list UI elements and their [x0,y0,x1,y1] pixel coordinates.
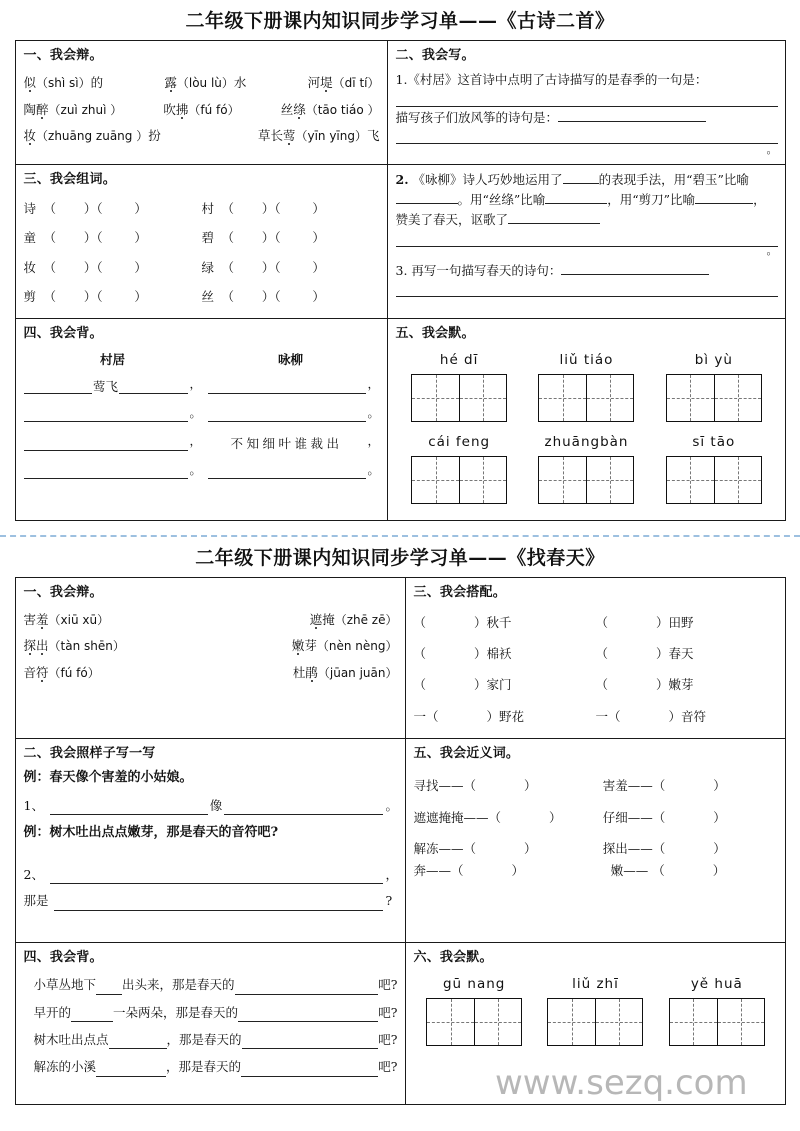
cell-ws2-section3-dapei [405,577,785,739]
zuci-char: 碧 [201,230,215,246]
answer-blank[interactable] [563,170,599,184]
answer-blank[interactable] [558,108,706,122]
bian-item: 音符（fú fó） [23,664,100,680]
jinyici-row [414,860,778,886]
poem-given-line: 不知细叶谁裁出 [230,436,343,452]
bian-item: 嫩芽（nèn nèng） [291,638,398,654]
recite-blank[interactable] [96,979,122,995]
section2-heading: 二、我会写。 [395,48,475,63]
recite-blank[interactable] [241,1061,378,1077]
answer-blank[interactable] [54,895,383,911]
question-3: 3. 再写一句描写春天的诗句： [396,261,778,280]
bian-item: 遮掩（zhē zē） [309,611,398,627]
tianzige-box[interactable] [411,374,507,422]
bian-item: 露（lòu lù）水 [164,75,247,91]
tianzige-group [411,432,507,504]
section4-heading: 四、我会背。 [23,950,103,966]
section5-heading: 五、我会默。 [395,325,475,341]
dapei-cell[interactable]: （ ）嫩芽 [595,677,694,693]
bian-item: 害羞（xiū xū） [23,611,110,627]
answer-blank[interactable] [695,190,753,204]
pinyin-label: gū nang [442,976,506,993]
section3-heading: 三、我会组词。 [23,171,116,187]
tianzige-box[interactable] [538,456,634,504]
dapei-row [414,669,778,700]
tianzige-group [669,974,765,1046]
bian-item: 探出（tàn shēn） [23,638,125,654]
jinyici-cell[interactable]: 解冻——（ ） [413,841,537,857]
jinyici-cell[interactable]: 嫩—— （ ） [610,863,726,879]
dapei-cell[interactable]: （ ）田野 [595,614,694,630]
cell-ws2-section5-jinyici [405,739,785,943]
poem-blank[interactable] [119,378,188,394]
cell-section2-continued [387,164,785,318]
poem-blank[interactable] [24,435,188,451]
tianzige-group [666,350,762,422]
question-1-sub: 描写孩子们放风筝的诗句是： [396,108,778,127]
zuci-blank[interactable]: （ ）（ ） [43,230,147,246]
answer-blank[interactable] [561,261,709,275]
cell-section5-mo [387,318,785,520]
poem-line-right: ， [202,375,380,404]
zuci-char: 丝 [201,289,215,305]
zuci-blank[interactable]: （ ）（ ） [43,201,147,217]
answer-blank[interactable] [396,190,458,204]
poem-line-left: 。 [24,461,202,482]
zuci-blank[interactable]: （ ）（ ） [221,201,325,217]
tianzige-group [666,432,762,504]
poem-line-row [24,404,380,433]
zuci-blank[interactable]: （ ）（ ） [221,230,325,246]
example-sentence-2: 例：树木吐出点点嫩芽，那是春天的音符吧? [23,824,279,840]
zuci-grid [24,194,380,312]
section1-heading: 一、我会辩。 [23,48,103,63]
jinyici-cell[interactable]: 寻找——（ ） [413,778,537,794]
tianzige-group [538,432,634,504]
dapei-cell[interactable]: 一（ ）野花 [413,708,525,724]
section2-heading: 二、我会照样子写一写 [23,746,156,762]
answer-row-2: 2、 ， [24,865,398,884]
jinyici-cell[interactable]: 仔细——（ ） [602,809,726,825]
poem-grid [24,348,380,482]
poem-line-row [24,375,380,404]
tianzige-group [538,350,634,422]
section5-heading: 五、我会近义词。 [413,746,520,762]
jinyici-row [414,833,778,860]
period-mark: 。 [766,243,778,257]
tianzige-box[interactable] [411,456,507,504]
poem-title-row [24,348,380,375]
dapei-row [414,607,778,638]
recite-blank[interactable] [238,1006,378,1022]
poem-line-left: ， [24,432,202,461]
poem-line-right: 。 [202,404,380,433]
zuci-row [24,282,380,311]
question-1: 1.《村居》这首诗中点明了古诗描写的是春季的一句是： [395,72,708,88]
zuci-char: 诗 [23,201,37,217]
poem-blank[interactable] [24,406,188,422]
poem-blank[interactable] [208,378,366,394]
zuci-char: 剪 [23,289,37,305]
bian-item: 似（shì sì）的 [23,75,104,91]
answer-row-3: 那是 ? [24,891,398,910]
watermark-sezq: www.sezq.com [495,1063,748,1103]
answer-blank[interactable] [508,210,600,224]
poem-blank[interactable] [24,463,188,479]
cell-ws2-section6-mo [405,943,785,1105]
cell-section4-bei [15,318,387,520]
recite-blank[interactable] [71,1006,113,1022]
bian-item: 丝绦（tāo tiáo ） [280,101,380,117]
bian-row [24,73,380,93]
recite-blank[interactable] [96,1061,166,1077]
cell-section1-bian [15,41,387,165]
table-row [15,318,785,520]
jinyici-cell[interactable]: 遮遮掩掩——（ ） [413,809,562,825]
jinyici-grid [414,770,778,887]
jinyici-cell[interactable]: 害羞——（ ） [602,778,726,794]
recite-line: 早开的 一朵两朵，那是春天的 吧? [24,1003,398,1022]
bian-row [24,100,380,120]
answer-row-1: 1、 像 。 [24,796,398,815]
pinyin-label: liǔ zhī [572,976,619,993]
poem-line-right: 。 [202,461,380,482]
poem-line-left: 莺飞 ， [24,375,202,404]
pinyin-label: yě huā [690,976,743,993]
dapei-cell[interactable]: 一（ ）音符 [595,708,707,724]
recite-line: 解冻的小溪 ，那是春天的 吧? [24,1057,398,1076]
zuci-blank[interactable]: （ ）（ ） [43,259,147,275]
bian-row [24,663,398,683]
table-row [15,577,785,739]
answer-blank[interactable] [545,190,607,204]
tianzige-box[interactable] [669,998,765,1046]
poem-line-right: 不知细叶谁裁出 ， [202,432,380,461]
recite-blank[interactable] [109,1033,167,1049]
recite-line: 树木吐出点点 ，那是春天的 吧? [24,1030,398,1049]
section4-heading: 四、我会背。 [23,325,103,341]
pinyin-label: sī tāo [692,433,736,450]
pinyin-label: zhuāngbàn [544,433,629,450]
dapei-cell[interactable]: （ ）棉袄 [413,646,512,662]
section6-heading: 六、我会默。 [413,950,493,966]
table-row [15,739,785,943]
cell-ws2-section2-zhaoyangzi [15,739,405,943]
jinyici-cell[interactable]: 奔——（ ） [413,863,525,879]
poem-blank[interactable] [208,463,366,479]
page-title-2: 二年级下册课内知识同步学习单——《找春天》 [195,546,605,569]
pinyin-label: liǔ tiáo [559,351,614,368]
zuci-char: 村 [201,201,215,217]
tianzige-row [396,350,778,422]
worksheet-gushi-ershou [0,0,800,521]
bian-item: 草长莺（yīn yīng）飞 [257,128,380,144]
recite-blank[interactable] [235,979,379,995]
zuci-blank[interactable]: （ ）（ ） [221,259,325,275]
zuci-row [24,223,380,252]
jinyici-cell[interactable]: 探出——（ ） [602,841,726,857]
poem-blank[interactable] [208,406,366,422]
zuci-blank[interactable]: （ ）（ ） [221,289,325,305]
bian-item: 吹拂（fú fó） [163,101,240,117]
cell-section3-zuci [15,164,387,318]
poem-title-cunju: 村居 [99,351,125,367]
tianzige-box[interactable] [666,374,762,422]
bian-item: 妆（zhuāng zuāng ）扮 [23,128,161,144]
tianzige-row [414,974,778,1046]
bian-row [24,636,398,656]
dapei-cell[interactable]: （ ）秋千 [413,614,512,630]
worksheet1-table [15,40,786,521]
answer-line[interactable] [396,282,778,297]
pinyin-label: bì yù [694,351,733,368]
example-sentence-1: 例：春天像个害羞的小姑娘。 [23,770,193,786]
bian-row [24,610,398,630]
section3-heading: 三、我会搭配。 [413,584,506,600]
tianzige-group [547,974,643,1046]
answer-blank[interactable] [224,799,382,815]
period-mark: 。 [766,142,778,156]
poem-line-row [24,461,380,482]
tianzige-group [411,350,507,422]
zuci-char: 妆 [23,259,37,275]
table-row [15,41,785,165]
pinyin-label: cái feng [428,433,491,450]
jinyici-row [414,770,778,801]
zuci-char: 童 [23,230,37,246]
answer-blank[interactable] [50,799,208,815]
poem-blank[interactable] [24,378,93,394]
cell-ws2-section1-bian [15,577,405,739]
poem-given-word: 莺飞 [93,379,119,395]
tianzige-box[interactable] [666,456,762,504]
dapei-row [414,638,778,669]
tianzige-group [426,974,522,1046]
poem-title-yongliu: 咏柳 [277,351,303,367]
dapei-grid [414,607,778,733]
dapei-cell[interactable]: （ ）春天 [595,646,694,662]
tianzige-box[interactable] [547,998,643,1046]
tianzige-row [396,432,778,504]
poem-line-left: 。 [24,404,202,433]
answer-line[interactable] [396,92,778,107]
zuci-blank[interactable]: （ ）（ ） [43,289,147,305]
zuci-row [24,194,380,223]
pinyin-label: hé dī [439,351,479,368]
bian-item: 陶醉（zuì zhuì ） [23,101,123,117]
zuci-row [24,253,380,282]
worksheet-zhao-chuntian [0,537,800,1106]
jinyici-row [414,802,778,833]
dapei-cell[interactable]: （ ）家门 [413,677,512,693]
answer-blank[interactable] [50,868,383,884]
recite-blank[interactable] [242,1033,379,1049]
table-row [15,943,785,1105]
bian-item: 河堤（dī tí） [307,75,380,91]
section1-heading: 一、我会辩。 [23,584,103,600]
zuci-char: 绿 [201,259,215,275]
bian-row [24,126,380,146]
recite-line: 小草丛地下 出头来，那是春天的 吧? [24,975,398,994]
page-title-1: 二年级下册课内知识同步学习单——《古诗二首》 [185,10,615,32]
bian-item: 杜鹃（jūan juān） [292,664,398,680]
dapei-row [414,701,778,732]
cell-section2-xie [387,41,785,165]
cell-ws2-section4-bei [15,943,405,1105]
worksheet2-table [15,577,786,1106]
tianzige-box[interactable] [538,374,634,422]
tianzige-box[interactable] [426,998,522,1046]
question-2: 2. 《咏柳》诗人巧妙地运用了 的表现手法，用“碧玉”比喻。用“丝绦”比喻 ，用“剪刀”比喻 ，赞美了春天，讴歌了 [395,171,766,227]
table-row [15,164,785,318]
poem-line-row [24,432,380,461]
